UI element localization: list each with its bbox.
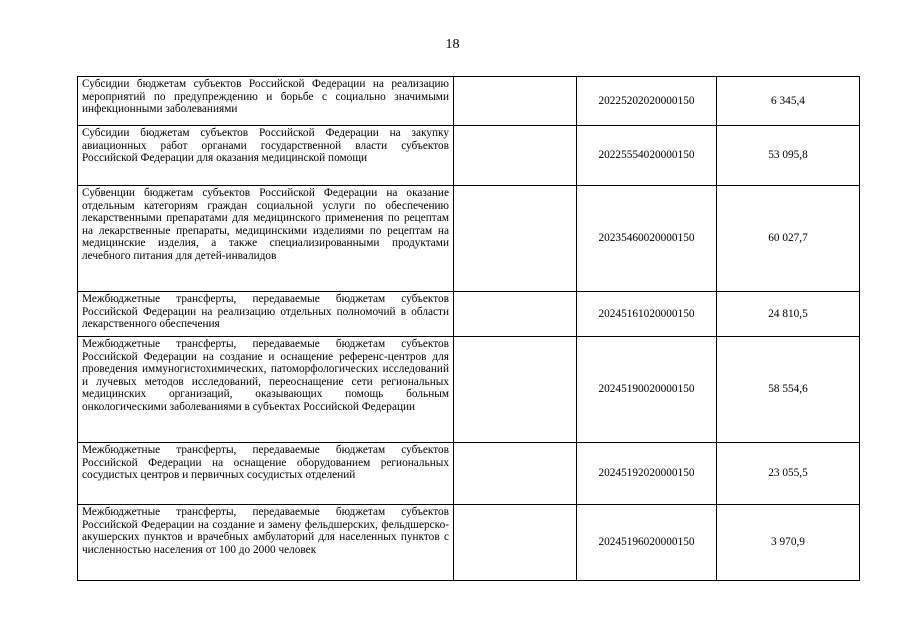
- row-empty-cell: [454, 126, 577, 186]
- table-row: [78, 443, 860, 505]
- row-empty-cell: [454, 186, 577, 292]
- row-empty-cell: [454, 77, 577, 126]
- row-empty-cell: [454, 337, 577, 443]
- table-row: [78, 292, 860, 337]
- row-amount: 6 345,4: [717, 77, 860, 126]
- row-description: Субсидии бюджетам субъектов Российской Федерации на реализацию мероприятий по предупреждению и борьбе с социально значимыми инфекционными заболеваниями: [78, 77, 454, 126]
- row-amount: 23 055,5: [717, 443, 860, 505]
- table-row: [78, 337, 860, 443]
- row-code: 20245161020000150: [577, 292, 717, 337]
- row-code: 20245190020000150: [577, 337, 717, 443]
- row-amount: 24 810,5: [717, 292, 860, 337]
- row-amount: 60 027,7: [717, 186, 860, 292]
- row-description: Субвенции бюджетам субъектов Российской Федерации на оказание отдельным категориям граждан социальной услуги по обеспечению лекарственными препаратами для медицинского применения по рецептам на лекарственные препараты, медицинскими изделиями по рецептам на медицинские изделия, а также специализированными продуктами лечебного питания для детей-инвалидов: [78, 186, 454, 292]
- row-code: 20235460020000150: [577, 186, 717, 292]
- page-number: 18: [445, 37, 460, 52]
- row-amount: 3 970,9: [717, 505, 860, 581]
- budget-table-body: [78, 77, 860, 581]
- row-description: Межбюджетные трансферты, передаваемые бюджетам субъектов Российской Федерации на оснащение оборудованием региональных сосудистых центров и первичных сосудистых отделений: [78, 443, 454, 505]
- table-row: [78, 77, 860, 126]
- table-row: [78, 126, 860, 186]
- row-description: Межбюджетные трансферты, передаваемые бюджетам субъектов Российской Федерации на создание и оснащение референс-центров для проведения иммуногистохимических, патоморфологических исследований и лучевых методов исследований, переоснащение сети региональных медицинских организаций, оказывающих помощь больным онкологическими заболеваниями в субъектах Российской Федерации: [78, 337, 454, 443]
- row-description: Субсидии бюджетам субъектов Российской Федерации на закупку авиационных работ органами государственной власти субъектов Российской Федерации для оказания медицинской помощи: [78, 126, 454, 186]
- row-empty-cell: [454, 292, 577, 337]
- row-empty-cell: [454, 505, 577, 581]
- budget-table: [77, 76, 860, 581]
- row-amount: 58 554,6: [717, 337, 860, 443]
- table-row: [78, 186, 860, 292]
- row-description: Межбюджетные трансферты, передаваемые бюджетам субъектов Российской Федерации на реализацию отдельных полномочий в области лекарственного обеспечения: [78, 292, 454, 337]
- row-amount: 53 095,8: [717, 126, 860, 186]
- row-code: 20245196020000150: [577, 505, 717, 581]
- row-empty-cell: [454, 443, 577, 505]
- row-code: 20225554020000150: [577, 126, 717, 186]
- row-description: Межбюджетные трансферты, передаваемые бюджетам субъектов Российской Федерации на создание и замену фельдшерских, фельдшерско-акушерских пунктов и врачебных амбулаторий для населенных пунктов с численностью населения от 100 до 2000 человек: [78, 505, 454, 581]
- row-code: 20245192020000150: [577, 443, 717, 505]
- table-row: [78, 505, 860, 581]
- row-code: 20225202020000150: [577, 77, 717, 126]
